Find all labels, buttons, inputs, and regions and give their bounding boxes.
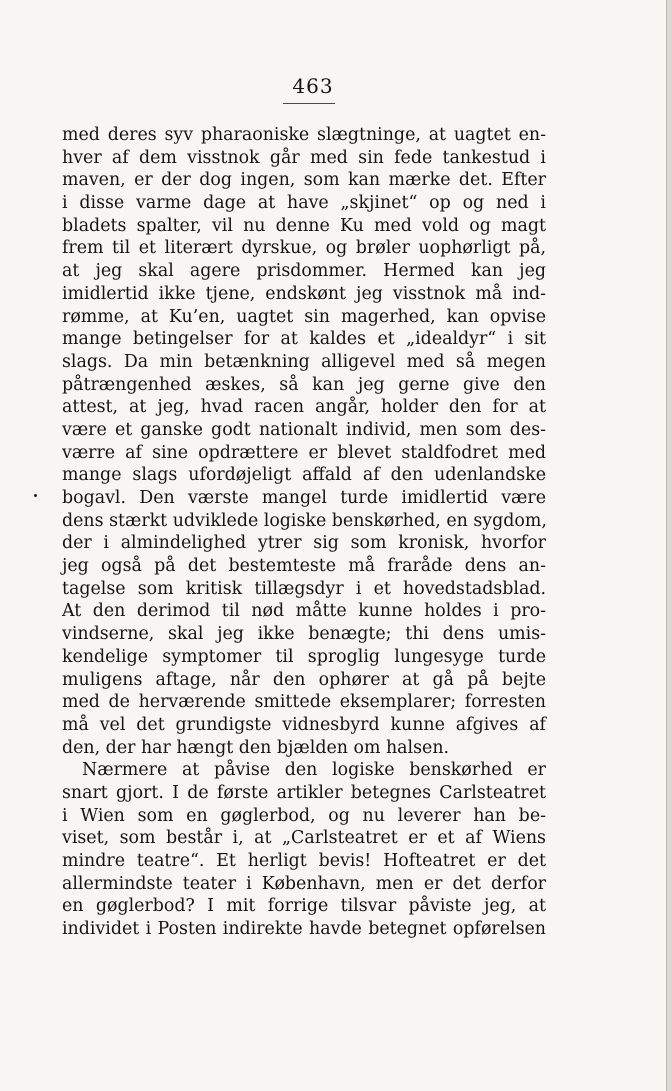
page-number-rule [283, 103, 335, 104]
text-line: bogavl. Den værste mangel turde imidlertid være [62, 488, 546, 508]
text-line: jeg også på det bestemteste må fraråde dens an- [62, 556, 546, 577]
text-line: værre af sine opdrættere er blevet staldfodret med [62, 442, 546, 463]
text-line: en gøglerbod? I mit forrige tilsvar påviste jeg, at [62, 896, 546, 917]
text-line: At den derimod til nød måtte kunne holdes i pro- [62, 601, 546, 622]
text-line: i Wien som en gøglerbod, og nu leverer han be- [62, 805, 546, 826]
text-line: vindserne, skal jeg ikke benægte; thi dens umis- [62, 624, 546, 645]
text-line: påtrængenhed æskes, så kan jeg gerne give den [62, 374, 546, 395]
text-line: mange slags ufordøjeligt affald af den udenlandske [62, 465, 546, 486]
text-line: med deres syv pharaoniske slægtninge, at uagtet en- [62, 125, 546, 145]
text-line: attest, at jeg, hvad racen angår, holder den for at [62, 397, 546, 418]
text-line: bladets spalter, vil nu denne Ku med vold og magt [62, 215, 546, 236]
text-line: være et ganske godt nationalt individ, men som des- [62, 419, 546, 440]
text-line: må vel det grundigste vidnesbyrd kunne afgives af [62, 714, 546, 735]
margin-speck [34, 494, 37, 497]
text-line: muligens aftage, når den ophører at gå på bejte [62, 669, 546, 690]
text-line: dens stærkt udviklede logiske benskørhed, en sygdom, [62, 510, 547, 531]
text-line: snart gjort. I de første artikler betegnes Carlsteatret [62, 782, 546, 803]
text-line: mange betingelser for at kaldes et „idealdyr“ i sit [62, 329, 546, 350]
body-text [62, 124, 546, 941]
page-edge [666, 0, 672, 1091]
text-line: allermindste teater i København, men er det derfor [62, 873, 546, 894]
text-line: i disse varme dage at have „skjinet“ op og ned i [62, 193, 546, 214]
text-line: imidlertid ikke tjene, endskønt jeg visstnok må ind- [62, 283, 546, 304]
text-line: der i almindelighed ytrer sig som kronisk, hvorfor [62, 533, 546, 554]
text-line: frem til et literært dyrskue, og brøler uophørligt på, [62, 238, 546, 259]
text-line: at jeg skal agere prisdommer. Hermed kan jeg [62, 261, 546, 282]
text-line: slags. Da min betænkning alligevel med så megen [62, 351, 546, 372]
text-line: maven, er der dog ingen, som kan mærke det. Efter [62, 170, 546, 191]
paragraph-end-line: den, der har hængt den bjælden om halsen. [62, 737, 450, 758]
text-line: hver af dem visstnok går med sin fede tankestud i [62, 147, 546, 168]
text-line: viset, som består i, at „Carlsteatret er et af Wiens [62, 828, 546, 849]
text-line: individet i Posten indirekte havde betegnet opførelsen [62, 919, 546, 940]
page-number: 463 [292, 74, 334, 98]
text-line: med de herværende smittede eksemplarer; forresten [62, 692, 546, 713]
text-line: rømme, at Ku’en, uagtet sin magerhed, kan opvise [62, 306, 546, 327]
text-line: kendelige symptomer til sproglig lungesyge turde [62, 646, 546, 667]
text-line: tagelse som kritisk tillægsdyr i et hovedstadsblad. [62, 578, 546, 599]
paragraph-start-line: Nærmere at påvise den logiske benskørhed er [82, 760, 546, 781]
text-line: mindre teatre“. Et herligt bevis! Hofteatret er det [62, 851, 546, 871]
